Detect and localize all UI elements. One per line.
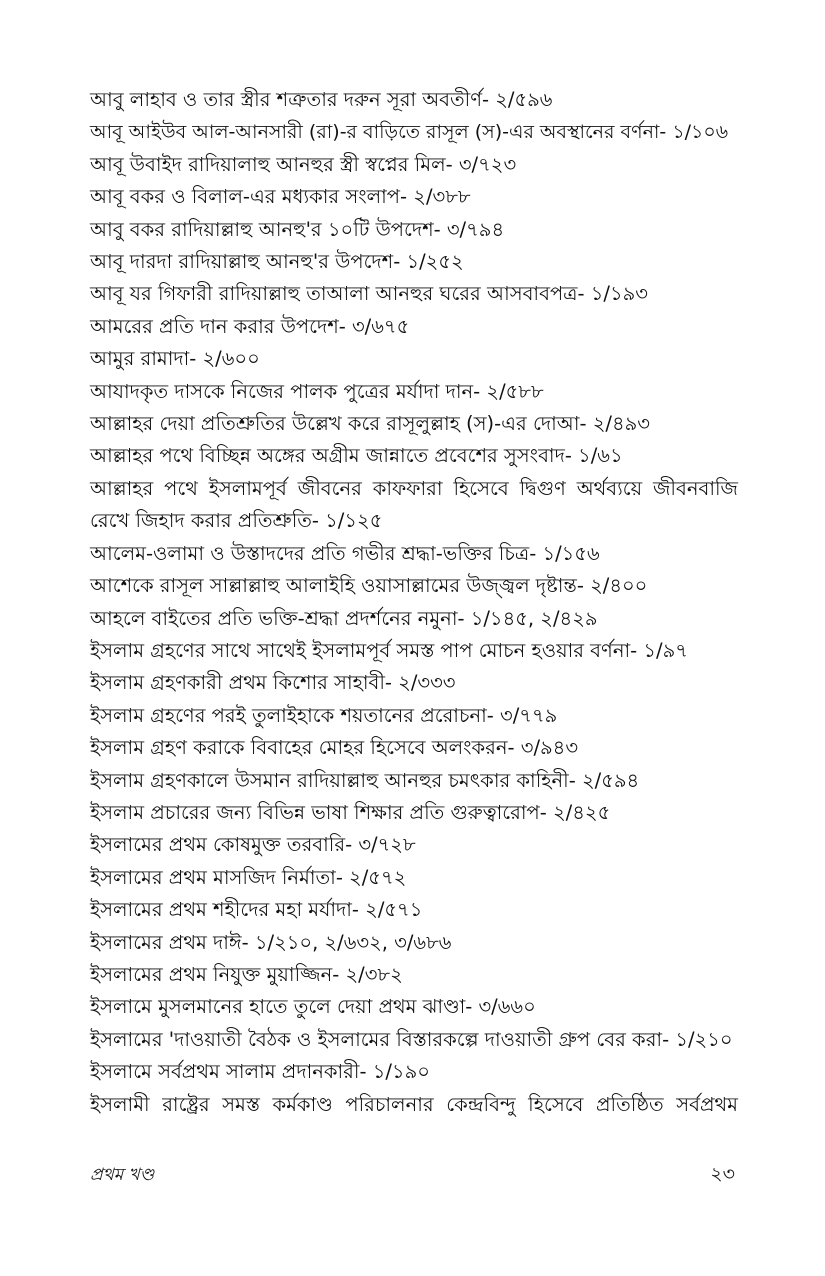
index-entry: ইসলাম গ্রহণ করাকে বিবাহের মোহর হিসেবে অলংকরন- ৩/৯৪৩ [90,736,579,760]
index-entry: আবূ বকর ও বিলাল-এর মধ্যকার সংলাপ- ২/৩৮৮ [90,185,471,209]
index-entry: আহলে বাইতের প্রতি ভক্তি-শ্রদ্ধা প্রদর্শনের নমুনা- ১/১৪৫, ২/৪২৯ [90,606,598,630]
volume-label: প্রথম খণ্ড [90,1165,155,1185]
index-entry: ইসলামের প্রথম দাঈ- ১/২১০, ২/৬৩২, ৩/৬৮৬ [90,930,452,954]
index-entry: আবূ দারদা রাদিয়াল্লাহু আনহু'র উপদেশ- ১/২৫২ [90,250,464,274]
index-entry: ইসলাম প্রচারের জন্য বিভিন্ন ভাষা শিক্ষার প্রতি গুরুত্বারোপ- ২/৪২৫ [90,800,611,824]
index-entry: ইসলামের প্রথম মাসজিদ নির্মাতা- ২/৫৭২ [90,865,407,889]
index-entry: ইসলামের প্রথম নিযুক্ত মুয়াজ্জিন- ২/৩৮২ [90,962,403,986]
index-entry: আমরের প্রতি দান করার উপদেশ- ৩/৬৭৫ [90,314,410,338]
index-entry: আমুর রামাদা- ২/৬০০ [90,347,260,371]
index-entry: ইসলাম গ্রহণের সাথে সাথেই ইসলামপূর্ব সমস্ত পাপ মোচন হওয়ার বর্ণনা- ১/৯৭ [90,638,688,662]
index-entry: ইসলাম গ্রহণকারী প্রথম কিশোর সাহাবী- ২/৩৩৩ [90,671,456,695]
index-entry: আবু বকর রাদিয়াল্লাহু আনহু'র ১০টি উপদেশ- ৩/৭৯৪ [90,217,505,241]
index-entry: আবূ আইউব আল-আনসারী (রা)-র বাড়িতে রাসূল (স)-এর অবস্থানের বর্ণনা- ১/১০৬ [90,121,729,144]
index-entry: আবূ যর গিফারী রাদিয়াল্লাহু তাআলা আনহুর ঘরের আসবাবপত্র- ১/১৯৩ [90,282,648,306]
index-entry: ইসলাম গ্রহণের পরই তুলাইহাকে শয়তানের প্ররোচনা- ৩/৭৭৯ [90,703,558,727]
index-entry-list [90,84,738,1121]
index-entry: আল্লাহর দেয়া প্রতিশ্রুতির উল্লেখ করে রাসূলুল্লাহ (স)-এর দোআ- ২/৪৯৩ [90,412,650,436]
index-entry: আযাদকৃত দাসকে নিজের পালক পুত্রের মর্যাদা দান- ২/৫৮৮ [90,379,544,403]
index-entry: আলেম-ওলামা ও উস্তাদদের প্রতি গভীর শ্রদ্ধা-ভক্তির চিত্র- ১/১৫৬ [90,541,600,565]
index-entry: ইসলাম গ্রহণকালে উসমান রাদিয়াল্লাহু আনহুর চমৎকার কাহিনী- ২/৫৯৪ [90,768,640,792]
index-entry: আল্লাহর পথে বিচ্ছিন্ন অঙ্গের অগ্রীম জান্নাতে প্রবেশের সুসংবাদ- ১/৬১ [90,444,623,468]
index-entry: ইসলামের প্রথম শহীদের মহা মর্যাদা- ২/৫৭১ [90,898,423,922]
index-entry: আল্লাহর পথে ইসলামপূর্ব জীবনের কাফফারা হিসেবে দ্বিগুণ অর্থব্যয়ে জীবনবাজি রেখে জিহাদ করার প্রতিশ্রুতি- ১/১২৫ [90,476,738,533]
index-entry: ইসলামী রাষ্ট্রের সমস্ত কর্মকাণ্ড পরিচালনার কেন্দ্রবিন্দু হিসেবে প্রতিষ্ঠিত সর্বপ্রথম [90,1092,738,1116]
index-entry: আবূ উবাইদ রাদিয়ালাহু আনহুর স্ত্রী স্বপ্নের মিল- ৩/৭২৩ [90,152,517,176]
index-entry: ইসলামের প্রথম কোষমুক্ত তরবারি- ৩/৭২৮ [90,833,416,857]
index-entry: ইসলামে মুসলমানের হাতে তুলে দেয়া প্রথম ঝাণ্ডা- ৩/৬৬০ [90,995,536,1019]
index-entry: আশেকে রাসূল সাল্লাল্লাহু আলাইহি ওয়াসাল্লামের উজ্জ্বল দৃষ্টান্ত- ২/৪০০ [90,574,648,598]
index-entry: আবু লাহাব ও তার স্ত্রীর শত্রুতার দরুন সূরা অবতীর্ণ- ২/৫৯৬ [90,88,553,111]
page-number: ২৩ [710,1163,735,1185]
index-entry: ইসলামে সর্বপ্রথম সালাম প্রদানকারী- ১/১৯০ [90,1060,430,1084]
index-entry: ইসলামের 'দাওয়াতী বৈঠক ও ইসলামের বিস্তারকল্পে দাওয়াতী গ্রুপ বের করা- ১/২১০ [90,1027,733,1051]
